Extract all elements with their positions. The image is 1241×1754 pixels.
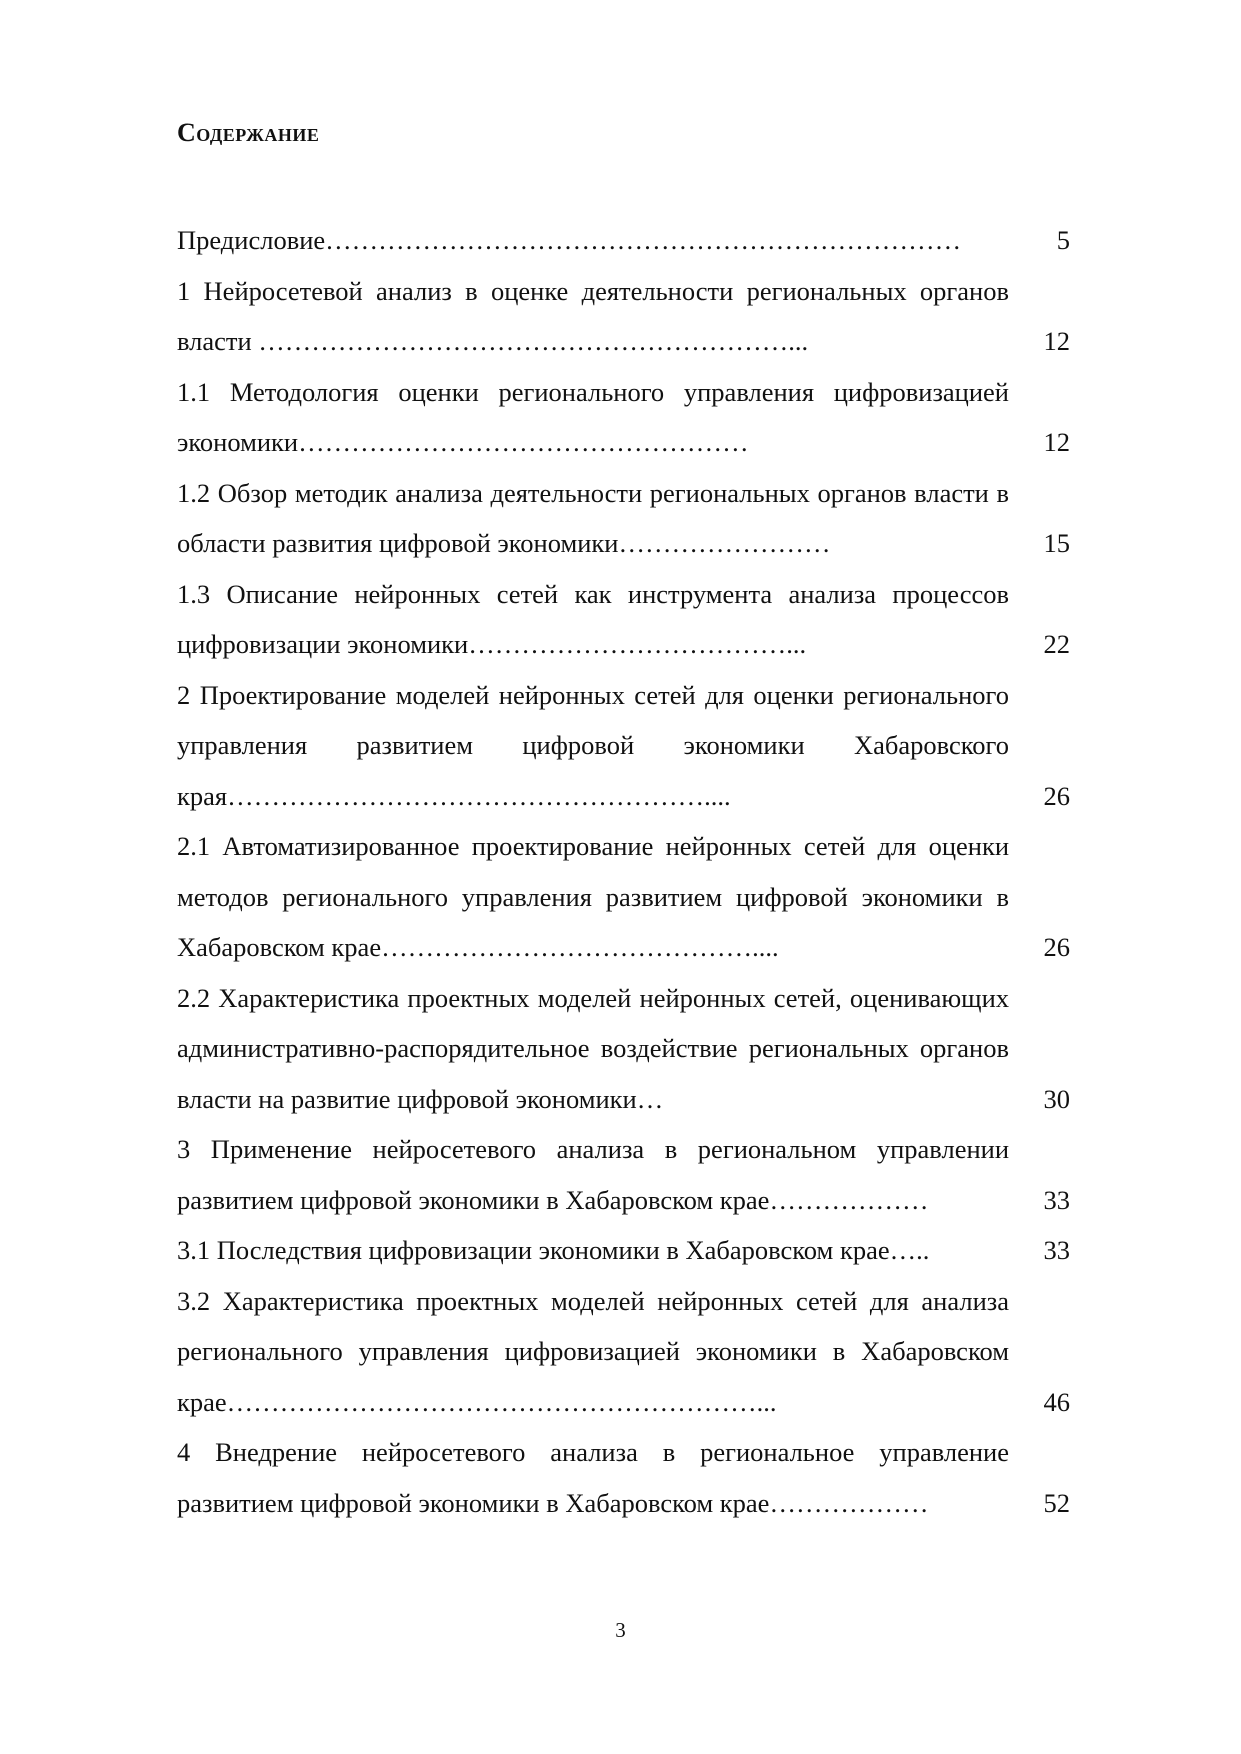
toc-entry-text: 2 Проектирование моделей нейронных сетей для оценки регионального управления развитием цифровой экономики Хабаровского края……………………………………………….... [177,679,1009,811]
toc-entry-page: 15 [1043,528,1070,558]
toc-entry-page: 52 [1043,1487,1070,1518]
toc-entry-2 [177,670,1070,822]
toc-entry-page: 26 [1043,932,1070,962]
toc-entry-3 [177,1124,1070,1225]
toc-entry-text: 1.2 Обзор методик анализа деятельности региональных органов власти в области развития цифровой экономики…………………… [177,477,1009,558]
toc-entry-1-2 [177,468,1070,569]
toc-entry-1 [177,266,1070,367]
toc-entry-text: 1 Нейросетевой анализ в оценке деятельности региональных органов власти ……………………………………………………... [177,275,1009,356]
toc-entry-text: Предисловие……………………………………………………………… [177,225,962,255]
toc-heading: Содержание [177,118,320,147]
toc-entry-page: 22 [1043,629,1070,659]
toc-entry-preface [177,215,1070,266]
toc-entry-3-2 [177,1276,1070,1428]
toc-entry-text: 2.2 Характеристика проектных моделей нейронных сетей, оценивающих административно-распорядительное воздействие региональных органов власти на развитие цифровой экономики… [177,982,1009,1114]
toc-list [177,215,1070,1528]
toc-entry-text: 1.1 Методология оценки регионального управления цифровизацией экономики…………………………………………… [177,376,1009,457]
toc-entry-page: 5 [1056,225,1070,255]
toc-entry-2-1 [177,821,1070,973]
toc-entry-1-1 [177,367,1070,468]
toc-entry-page: 33 [1043,1235,1070,1265]
toc-entry-page: 30 [1043,1083,1070,1114]
toc-entry-text: 2.1 Автоматизированное проектирование нейронных сетей для оценки методов регионального управления развитием цифровой экономики в Хабаровском крае…………………………………….... [177,831,1009,962]
toc-entry-text: 3.1 Последствия цифровизации экономики в Хабаровском крае….. [177,1235,930,1265]
toc-entry-text: 3.2 Характеристика проектных моделей нейронных сетей для анализа регионального управления цифровизацией экономики в Хабаровском крае……………………………………………………... [177,1285,1009,1417]
toc-entry-page: 33 [1043,1184,1070,1215]
toc-entry-page: 46 [1043,1386,1070,1417]
toc-entry-text: 4 Внедрение нейросетевого анализа в региональное управление развитием цифровой экономики в Хабаровском крае……………… [177,1437,1009,1518]
toc-entry-4 [177,1427,1070,1528]
toc-entry-text: 1.3 Описание нейронных сетей как инструмента анализа процессов цифровизации экономики………………………………... [177,578,1009,659]
toc-entry-2-2 [177,973,1070,1125]
toc-entry-1-3 [177,569,1070,670]
toc-entry-page: 12 [1043,427,1070,457]
toc-entry-page: 12 [1043,326,1070,356]
toc-entry-3-1 [177,1225,1070,1276]
page-number: 3 [615,1618,626,1642]
toc-entry-text: 3 Применение нейросетевого анализа в региональном управлении развитием цифровой экономики в Хабаровском крае……………… [177,1134,1009,1215]
toc-entry-page: 26 [1043,780,1070,811]
